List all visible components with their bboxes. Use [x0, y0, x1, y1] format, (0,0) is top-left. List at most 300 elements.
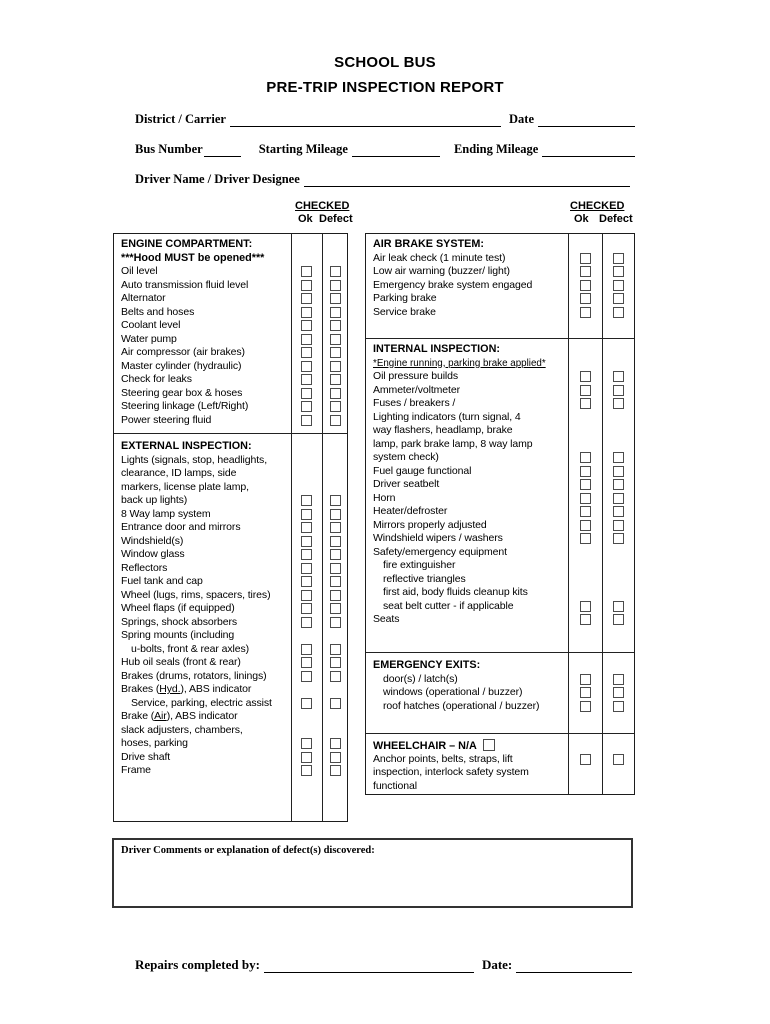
ok-checkbox[interactable] — [580, 371, 591, 382]
ok-checkbox[interactable] — [580, 520, 591, 531]
na-checkbox[interactable] — [483, 739, 495, 751]
bus-number-label: Bus Number — [135, 142, 203, 156]
section-title: EXTERNAL INSPECTION: — [121, 440, 252, 452]
ok-cell — [291, 562, 322, 576]
ok-cell — [568, 384, 602, 398]
ok-checkbox[interactable] — [301, 617, 312, 628]
checklist-row — [114, 575, 347, 589]
defect-cell — [322, 292, 348, 306]
item-label: Fuses / breakers / — [373, 397, 456, 409]
ok-checkbox[interactable] — [301, 388, 312, 399]
ok-cell — [291, 265, 322, 279]
defect-cell — [322, 670, 348, 684]
defect-cell — [322, 373, 348, 387]
ok-cell — [568, 600, 602, 614]
checklist-row — [114, 629, 347, 643]
ok-checkbox[interactable] — [580, 266, 591, 277]
defect-checkbox[interactable] — [330, 617, 341, 628]
section-external-inspection — [114, 433, 347, 778]
right-checklist-box — [365, 233, 635, 795]
defect-checkbox[interactable] — [330, 374, 341, 385]
item-label: Mirrors properly adjusted — [373, 518, 487, 531]
section-title: INTERNAL INSPECTION: — [373, 343, 500, 355]
date-input[interactable] — [538, 122, 635, 127]
district-date-line — [135, 110, 635, 127]
checklist-row — [366, 279, 634, 293]
driver-comments-label: Driver Comments or explanation of defect(s) discovered: — [121, 845, 375, 856]
ok-checkbox[interactable] — [580, 479, 591, 490]
defect-cell — [602, 686, 635, 700]
repairs-date-label: Date: — [481, 957, 513, 972]
checklist-row — [114, 494, 347, 508]
checklist-row — [366, 559, 634, 573]
item-label: Ammeter/voltmeter — [373, 383, 460, 396]
ok-checkbox[interactable] — [301, 576, 312, 587]
ok-checkbox[interactable] — [301, 536, 312, 547]
defect-cell — [322, 764, 348, 778]
item-label: Lights (signals, stop, headlights, — [121, 453, 268, 466]
item-label: Driver seatbelt — [373, 478, 440, 490]
ok-checkbox[interactable] — [301, 644, 312, 655]
ok-cell — [568, 753, 602, 767]
ok-checkbox[interactable] — [580, 533, 591, 544]
driver-name-label: Driver Name / Driver Designee — [135, 172, 300, 186]
defect-cell — [322, 265, 348, 279]
checklist-row — [114, 481, 347, 495]
defect-column-header-right: Defect — [599, 213, 633, 225]
bus-number-input[interactable] — [204, 152, 241, 157]
item-label: Brakes (Hyd.), ABS indicator — [121, 683, 252, 695]
defect-checkbox[interactable] — [330, 388, 341, 399]
defect-cell — [322, 360, 348, 374]
ok-cell — [291, 521, 322, 535]
repairs-completed-input[interactable] — [264, 968, 474, 973]
defect-checkbox[interactable] — [613, 385, 624, 396]
section-wheelchair — [366, 733, 634, 793]
ok-column-header-left: Ok — [298, 213, 313, 225]
ok-checkbox[interactable] — [301, 509, 312, 520]
ok-checkbox[interactable] — [580, 253, 591, 264]
defect-checkbox[interactable] — [613, 533, 624, 544]
form-title-line1: SCHOOL BUS — [334, 54, 436, 71]
item-label: fire extinguisher — [383, 559, 456, 571]
checklist-row — [114, 454, 347, 468]
defect-checkbox[interactable] — [330, 307, 341, 318]
item-label: first aid, body fluids cleanup kits — [383, 586, 528, 598]
checklist-row — [366, 573, 634, 587]
defect-checkbox[interactable] — [330, 415, 341, 426]
item-label: Steering gear box & hoses — [121, 386, 243, 399]
defect-checkbox[interactable] — [330, 266, 341, 277]
ok-cell — [291, 670, 322, 684]
driver-name-input[interactable] — [304, 182, 630, 187]
defect-checkbox[interactable] — [330, 657, 341, 668]
left-checklist-box — [113, 233, 348, 822]
ok-checkbox[interactable] — [580, 506, 591, 517]
defect-checkbox[interactable] — [330, 603, 341, 614]
defect-cell — [322, 697, 348, 711]
defect-cell — [602, 279, 635, 293]
ok-checkbox[interactable] — [301, 293, 312, 304]
defect-checkbox[interactable] — [613, 371, 624, 382]
defect-checkbox[interactable] — [613, 754, 624, 765]
district-carrier-input[interactable] — [230, 122, 501, 127]
defect-checkbox[interactable] — [330, 293, 341, 304]
defect-cell — [322, 306, 348, 320]
defect-cell — [602, 465, 635, 479]
ok-checkbox[interactable] — [580, 385, 591, 396]
ok-cell — [291, 656, 322, 670]
checklist-row — [366, 600, 634, 614]
checklist-row — [366, 546, 634, 560]
ok-checkbox[interactable] — [580, 601, 591, 612]
checklist-row — [114, 414, 347, 428]
ok-checkbox[interactable] — [301, 320, 312, 331]
checklist-row — [366, 586, 634, 600]
checked-header-right: CHECKED — [570, 200, 625, 212]
checklist-row — [366, 306, 634, 320]
ok-checkbox[interactable] — [580, 280, 591, 291]
section-emergency-exits — [366, 652, 634, 713]
defect-checkbox[interactable] — [613, 266, 624, 277]
ok-checkbox[interactable] — [301, 657, 312, 668]
ok-checkbox[interactable] — [301, 307, 312, 318]
item-label: Service brake — [373, 305, 436, 318]
form-title-line2: PRE-TRIP INSPECTION REPORT — [266, 79, 504, 96]
defect-checkbox[interactable] — [330, 401, 341, 412]
item-label: Fuel tank and cap — [121, 575, 203, 587]
item-label: Check for leaks — [121, 373, 192, 385]
defect-cell — [322, 602, 348, 616]
defect-checkbox[interactable] — [613, 614, 624, 625]
section-title-wheelchair: WHEELCHAIR – N/A — [366, 739, 634, 753]
ok-cell — [291, 764, 322, 778]
ok-checkbox[interactable] — [301, 765, 312, 776]
defect-checkbox[interactable] — [330, 671, 341, 682]
item-label: Spring mounts (including — [121, 629, 235, 641]
item-label: Brakes (drums, rotators, linings) — [121, 669, 267, 682]
defect-cell — [322, 494, 348, 508]
defect-cell — [602, 370, 635, 384]
defect-cell — [322, 737, 348, 751]
checklist-row — [114, 346, 347, 360]
checklist-row — [114, 279, 347, 293]
defect-checkbox[interactable] — [613, 674, 624, 685]
checklist-row — [114, 751, 347, 765]
defect-checkbox[interactable] — [330, 536, 341, 547]
defect-cell — [322, 387, 348, 401]
item-label: reflective triangles — [383, 572, 466, 585]
ok-checkbox[interactable] — [301, 563, 312, 574]
defect-checkbox[interactable] — [613, 601, 624, 612]
item-label: Drive shaft — [121, 750, 171, 763]
checklist-row — [366, 613, 634, 627]
item-label: markers, license plate lamp, — [121, 480, 249, 493]
driver-comments-box[interactable] — [112, 838, 633, 908]
starting-mileage-label: Starting Mileage — [258, 142, 348, 156]
checklist-row — [366, 753, 634, 767]
ok-cell — [568, 673, 602, 687]
district-carrier-label: District / Carrier — [135, 112, 226, 126]
item-label: Seats — [373, 613, 400, 625]
checklist-row — [366, 252, 634, 266]
item-label: system check) — [373, 451, 439, 463]
ok-cell — [291, 575, 322, 589]
ok-checkbox[interactable] — [301, 698, 312, 709]
checklist-row — [366, 411, 634, 425]
defect-cell — [602, 478, 635, 492]
ok-checkbox[interactable] — [301, 522, 312, 533]
ok-cell — [568, 265, 602, 279]
ok-checkbox[interactable] — [301, 347, 312, 358]
defect-cell — [602, 753, 635, 767]
item-label: Entrance door and mirrors — [121, 521, 241, 533]
ok-checkbox[interactable] — [301, 738, 312, 749]
ok-checkbox[interactable] — [301, 590, 312, 601]
defect-checkbox[interactable] — [613, 452, 624, 463]
ok-checkbox[interactable] — [580, 293, 591, 304]
defect-checkbox[interactable] — [613, 687, 624, 698]
defect-checkbox[interactable] — [330, 280, 341, 291]
checklist-row — [114, 400, 347, 414]
item-label: Safety/emergency equipment — [373, 545, 507, 558]
defect-cell — [602, 532, 635, 546]
ok-cell — [291, 373, 322, 387]
checklist-row — [366, 505, 634, 519]
item-label: Lighting indicators (turn signal, 4 — [373, 410, 521, 423]
defect-checkbox[interactable] — [330, 752, 341, 763]
ok-checkbox[interactable] — [580, 674, 591, 685]
defect-cell — [322, 589, 348, 603]
ok-cell — [568, 519, 602, 533]
item-label: door(s) / latch(s) — [383, 672, 458, 685]
bus-mileage-line — [135, 140, 635, 157]
defect-checkbox[interactable] — [330, 334, 341, 345]
item-label: Master cylinder (hydraulic) — [121, 359, 242, 372]
item-label: Service, parking, electric assist — [131, 696, 272, 709]
item-label: Horn — [373, 491, 396, 504]
checklist-row — [114, 602, 347, 616]
item-label: Window glass — [121, 548, 185, 560]
item-label: Anchor points, belts, straps, lift — [373, 752, 513, 765]
item-label: Wheel (lugs, rims, spacers, tires) — [121, 588, 271, 601]
ok-cell — [291, 616, 322, 630]
ok-cell — [568, 370, 602, 384]
ok-cell — [568, 451, 602, 465]
checklist-row — [114, 737, 347, 751]
checklist-row — [114, 373, 347, 387]
defect-checkbox[interactable] — [613, 398, 624, 409]
ok-checkbox[interactable] — [580, 614, 591, 625]
defect-checkbox[interactable] — [330, 320, 341, 331]
defect-checkbox[interactable] — [330, 738, 341, 749]
ok-cell — [291, 414, 322, 428]
defect-checkbox[interactable] — [330, 495, 341, 506]
defect-checkbox[interactable] — [330, 509, 341, 520]
defect-checkbox[interactable] — [613, 520, 624, 531]
section-title: ENGINE COMPARTMENT: — [121, 238, 253, 250]
defect-checkbox[interactable] — [330, 644, 341, 655]
section-subtitle: *Engine running, parking brake applied* — [373, 357, 546, 369]
ok-checkbox[interactable] — [580, 701, 591, 712]
defect-checkbox[interactable] — [330, 765, 341, 776]
defect-checkbox[interactable] — [613, 479, 624, 490]
ok-checkbox[interactable] — [301, 415, 312, 426]
checked-header-left: CHECKED — [295, 200, 350, 212]
item-label: Oil level — [121, 265, 158, 277]
ok-cell — [568, 252, 602, 266]
repairs-date-input[interactable] — [516, 968, 632, 973]
ok-checkbox[interactable] — [301, 495, 312, 506]
defect-checkbox[interactable] — [613, 280, 624, 291]
checklist-row — [366, 451, 634, 465]
defect-checkbox[interactable] — [330, 698, 341, 709]
ok-cell — [568, 700, 602, 714]
checklist-row — [114, 508, 347, 522]
ok-checkbox[interactable] — [301, 752, 312, 763]
checklist-row — [114, 683, 347, 697]
ok-checkbox[interactable] — [580, 307, 591, 318]
checklist-row — [114, 562, 347, 576]
checklist-row — [114, 697, 347, 711]
defect-cell — [322, 333, 348, 347]
defect-checkbox[interactable] — [330, 549, 341, 560]
ok-checkbox[interactable] — [301, 549, 312, 560]
defect-cell — [322, 643, 348, 657]
item-label: Parking brake — [373, 292, 437, 304]
item-label: hoses, parking — [121, 737, 188, 749]
checklist-row — [366, 780, 634, 794]
defect-cell — [602, 265, 635, 279]
item-label: Reflectors — [121, 561, 168, 574]
checklist-row — [114, 521, 347, 535]
ok-cell — [291, 535, 322, 549]
ok-checkbox[interactable] — [580, 493, 591, 504]
ending-mileage-label: Ending Mileage — [453, 142, 539, 156]
ok-checkbox[interactable] — [580, 687, 591, 698]
ok-checkbox[interactable] — [580, 754, 591, 765]
repairs-completed-label: Repairs completed by: — [135, 957, 260, 972]
ok-cell — [568, 532, 602, 546]
ok-cell — [568, 397, 602, 411]
defect-checkbox[interactable] — [613, 253, 624, 264]
checklist-row — [114, 656, 347, 670]
ok-cell — [568, 505, 602, 519]
defect-checkbox[interactable] — [613, 701, 624, 712]
defect-checkbox[interactable] — [330, 576, 341, 587]
ok-column-header-right: Ok — [574, 213, 589, 225]
item-label: Alternator — [121, 292, 166, 304]
item-label: lamp, park brake lamp, 8 way lamp — [373, 437, 533, 450]
defect-checkbox[interactable] — [613, 293, 624, 304]
item-label: inspection, interlock safety system — [373, 766, 529, 778]
checklist-row — [366, 519, 634, 533]
checklist-row — [366, 424, 634, 438]
checklist-row — [114, 548, 347, 562]
checklist-row — [114, 333, 347, 347]
ok-cell — [291, 360, 322, 374]
ending-mileage-input[interactable] — [542, 152, 635, 157]
defect-cell — [322, 548, 348, 562]
ok-checkbox[interactable] — [580, 466, 591, 477]
ok-checkbox[interactable] — [301, 280, 312, 291]
defect-cell — [322, 575, 348, 589]
ok-cell — [568, 686, 602, 700]
defect-cell — [602, 505, 635, 519]
item-label: Steering linkage (Left/Right) — [121, 400, 249, 412]
item-label: Hub oil seals (front & rear) — [121, 656, 241, 668]
checklist-row — [114, 589, 347, 603]
defect-cell — [322, 535, 348, 549]
ok-checkbox[interactable] — [301, 334, 312, 345]
checklist-row — [366, 265, 634, 279]
ok-checkbox[interactable] — [580, 452, 591, 463]
defect-checkbox[interactable] — [330, 590, 341, 601]
ok-checkbox[interactable] — [301, 401, 312, 412]
item-label: clearance, ID lamps, side — [121, 467, 237, 479]
ok-checkbox[interactable] — [580, 398, 591, 409]
checklist-row — [114, 535, 347, 549]
ok-cell — [291, 292, 322, 306]
defect-cell — [602, 673, 635, 687]
checklist-row — [114, 643, 347, 657]
ok-cell — [568, 492, 602, 506]
defect-checkbox[interactable] — [613, 466, 624, 477]
defect-checkbox[interactable] — [330, 522, 341, 533]
ok-checkbox[interactable] — [301, 603, 312, 614]
repairs-line — [135, 956, 632, 973]
checklist-row — [114, 265, 347, 279]
defect-cell — [602, 306, 635, 320]
item-label: Low air warning (buzzer/ light) — [373, 265, 510, 277]
checklist-row — [366, 384, 634, 398]
checklist-row — [366, 397, 634, 411]
defect-checkbox[interactable] — [330, 563, 341, 574]
ok-checkbox[interactable] — [301, 671, 312, 682]
section-title-note: ***Hood MUST be opened*** — [121, 251, 265, 264]
ok-cell — [568, 478, 602, 492]
ok-cell — [291, 751, 322, 765]
ok-cell — [291, 400, 322, 414]
checklist-row — [366, 686, 634, 700]
item-label: Springs, shock absorbers — [121, 615, 238, 628]
defect-checkbox[interactable] — [330, 347, 341, 358]
checklist-row — [114, 467, 347, 481]
defect-checkbox[interactable] — [613, 493, 624, 504]
item-label: Oil pressure builds — [373, 370, 459, 382]
item-label: slack adjusters, chambers, — [121, 723, 243, 736]
ok-cell — [568, 465, 602, 479]
ok-checkbox[interactable] — [301, 361, 312, 372]
item-label: Air compressor (air brakes) — [121, 346, 245, 358]
checklist-row — [114, 306, 347, 320]
starting-mileage-input[interactable] — [352, 152, 440, 157]
defect-checkbox[interactable] — [613, 307, 624, 318]
ok-checkbox[interactable] — [301, 374, 312, 385]
ok-cell — [291, 602, 322, 616]
ok-cell — [568, 279, 602, 293]
item-label: back up lights) — [121, 494, 188, 506]
item-label: functional — [373, 779, 417, 792]
defect-checkbox[interactable] — [330, 361, 341, 372]
section-internal-inspection — [366, 338, 634, 627]
ok-checkbox[interactable] — [301, 266, 312, 277]
item-label: Fuel gauge functional — [373, 464, 472, 477]
ok-cell — [291, 494, 322, 508]
checklist-row — [366, 766, 634, 780]
defect-checkbox[interactable] — [613, 506, 624, 517]
ok-cell — [291, 346, 322, 360]
